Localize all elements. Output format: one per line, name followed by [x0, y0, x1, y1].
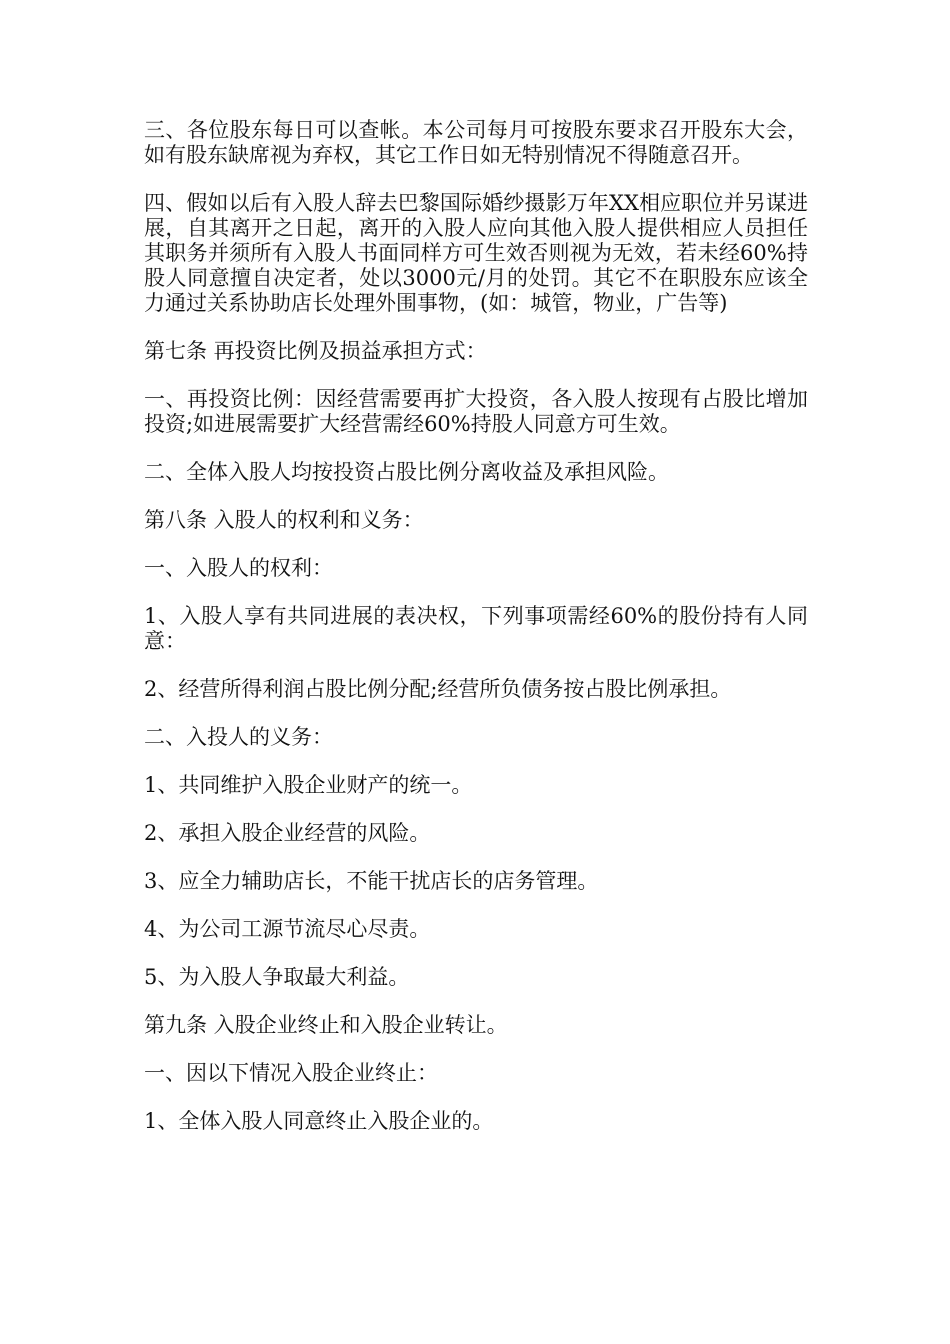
- list-item-voting-rights: 1、入股人享有共同进展的表决权，下列事项需经60%的股份持有人同意：: [144, 604, 808, 653]
- list-item-duty-1: 1、共同维护入股企业财产的统一。: [144, 773, 473, 797]
- list-item-duty-3: 3、应全力辅助店长，不能干扰店长的店务管理。: [144, 869, 599, 893]
- list-item-duty-5: 5、为入股人争取最大利益。: [144, 965, 410, 989]
- list-item-duty-2: 2、承担入股企业经营的风险。: [144, 821, 431, 845]
- heading-shareholder-duties: 二、入投人的义务：: [144, 725, 333, 749]
- heading-article-8: 第八条 入股人的权利和义务：: [144, 508, 424, 532]
- paragraph-shareholder-meetings: 三、各位股东每日可以查帐。本公司每月可按股东要求召开股东大会，如有股东缺席视为弃权，其它工作日如无特别情况不得随意召开。: [144, 118, 808, 167]
- list-item-duty-4: 4、为公司工源节流尽心尽责。: [144, 917, 431, 941]
- paragraph-profit-risk-sharing: 二、全体入股人均按投资占股比例分离收益及承担风险。: [144, 460, 669, 484]
- list-item-profit-distribution: 2、经营所得利润占股比例分配;经营所负债务按占股比例承担。: [144, 677, 732, 701]
- paragraph-resignation-rules: 四、假如以后有入股人辞去巴黎国际婚纱摄影万年XX相应职位并另谋进展，自其离开之日起，离开的入股人应向其他入股人提供相应人员担任其职务并须所有入股人书面同样方可生效否则视为无效，若未经60%持股人同意擅自决定者，处以3000元/月的处罚。其它不在职股东应该全力通过关系协助店长处理外围事物，(如：城管，物业，广告等): [144, 191, 808, 315]
- heading-article-7: 第七条 再投资比例及损益承担方式：: [144, 339, 487, 363]
- heading-termination-conditions: 一、因以下情况入股企业终止：: [144, 1061, 438, 1085]
- list-item-termination-1: 1、全体入股人同意终止入股企业的。: [144, 1109, 494, 1133]
- document-body: [144, 118, 808, 1157]
- paragraph-reinvestment-ratio: 一、再投资比例：因经营需要再扩大投资，各入股人按现有占股比增加投资;如进展需要扩大经营需经60%持股人同意方可生效。: [144, 387, 808, 436]
- heading-shareholder-rights: 一、入股人的权利：: [144, 556, 333, 580]
- heading-article-9: 第九条 入股企业终止和入股企业转让。: [144, 1013, 508, 1037]
